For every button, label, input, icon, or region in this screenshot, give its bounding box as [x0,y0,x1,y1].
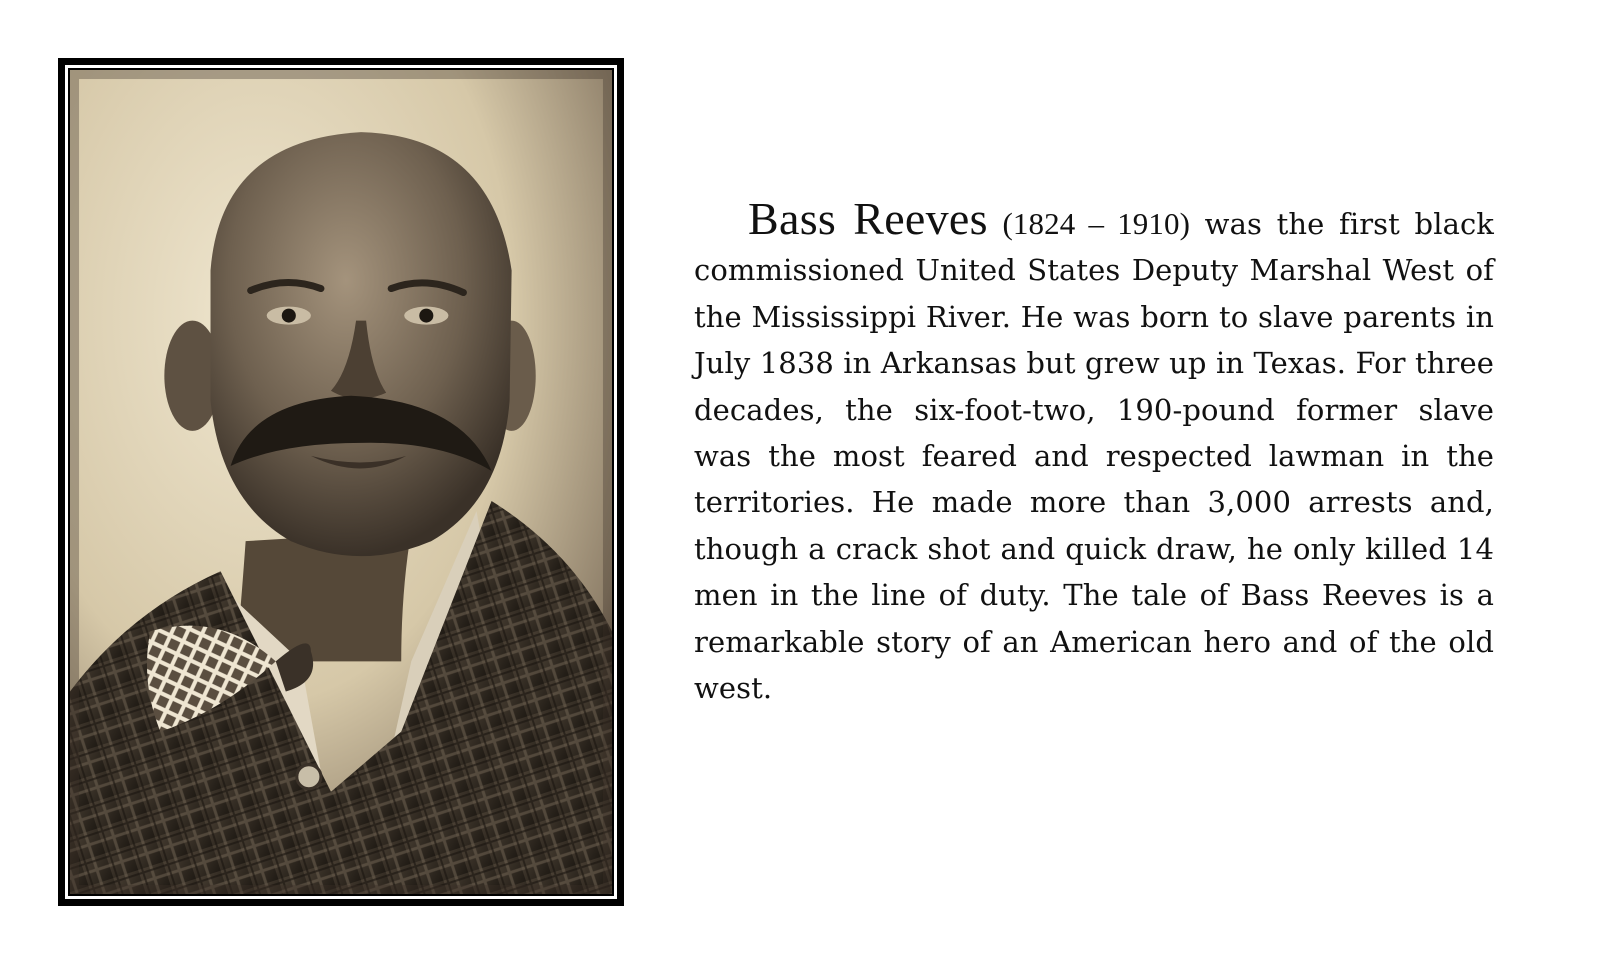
frame-inner-line [68,68,614,896]
portrait-illustration [70,70,612,894]
portrait-frame [58,58,624,906]
subject-name: Bass Reeves [748,193,988,244]
frame-inner-border [65,65,617,899]
biography-paragraph [694,193,1494,711]
life-dates: (1824 – 1910) [1002,206,1191,241]
portrait-photo [70,70,612,894]
biography-text: was the first black commissioned United States Deputy Marshal West of the Mississippi River. He was born to slave parents in July 1838 in Arkansas but grew up in Texas. For three decades, the six-foot-two, 190-pound former slave was the most feared and respected lawman in the territories. He made more than 3,000 arrests and, though a crack shot and quick draw, he only killed 14 men in the line of duty. The tale of Bass Reeves is a remarkable story of an American hero and of the old west. [694,207,1494,706]
